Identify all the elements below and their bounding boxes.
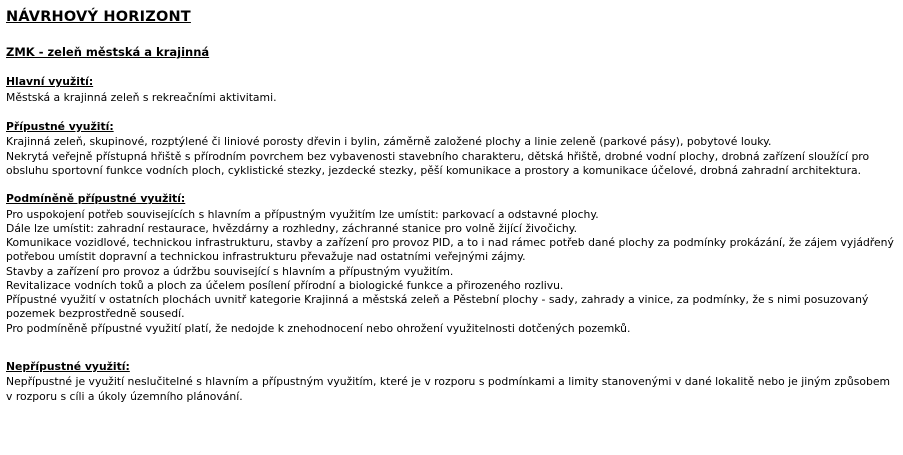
section-hlavni-vyuziti bbox=[6, 75, 897, 105]
paragraph: Pro podmíněně přípustné využití platí, že nedojde k znehodnocení nebo ohrožení využitelnosti dotčených pozemků. bbox=[6, 321, 631, 335]
section-nepripustne-vyuziti bbox=[6, 360, 897, 404]
section-body bbox=[6, 91, 897, 105]
paragraph: Stavby a zařízení pro provoz a údržbu související s hlavním a přípustným využitím. bbox=[6, 264, 454, 278]
paragraph: Krajinná zeleň, skupinové, rozptýlené či liniové porosty dřevin i bylin, záměrně založené plochy a linie zeleně (parkové pásy), pobytové louky. bbox=[6, 135, 772, 149]
paragraph: Nepřípustné je využití neslučitelné s hlavním a přípustným využitím, které je v rozporu s podmínkami a limity stanovenými v dané lokalitě nebo je jiným způsobem v rozporu s cíli a úkoly územního plánování. bbox=[6, 375, 890, 403]
paragraph: Dále lze umístit: zahradní restaurace, hvězdárny a rozhledny, záchranné stanice pro volně žijící živočichy. bbox=[6, 221, 578, 235]
paragraph: Revitalizace vodních toků a ploch za účelem posílení přírodní a biologické funkce a přirozeného rozlivu. bbox=[6, 278, 564, 292]
paragraph: Pro uspokojení potřeb souvisejících s hlavním a přípustným využitím lze umístit: parkovací a odstavné plochy. bbox=[6, 207, 599, 221]
section-body bbox=[6, 375, 897, 404]
paragraph: Městská a krajinná zeleň s rekreačními aktivitami. bbox=[6, 90, 277, 104]
page-title: NÁVRHOVÝ HORIZONT bbox=[6, 9, 191, 25]
paragraph: Nekrytá veřejně přístupná hřiště s přírodním povrchem bez vybavenosti stavebního charakteru, dětská hřiště, drobné vodní plochy, drobná zařízení sloužící pro obsluhu sportovní funkce vodních ploch, cyklistické stezky, jezdecké stezky, pěší komunikace a prostory a komunikace účelové, drobná zahradní architektura. bbox=[6, 149, 870, 177]
section-heading: Hlavní využití: bbox=[6, 75, 94, 89]
section-body bbox=[6, 208, 897, 336]
paragraph: Přípustné využití v ostatních plochách uvnitř kategorie Krajinná a městská zeleň a Pěstební plochy - sady, zahrady a vinice, za podmínky, že s nimi posuzovaný pozemek bezprostředně sousedí. bbox=[6, 293, 869, 321]
section-heading: Nepřípustné využití: bbox=[6, 359, 130, 373]
section-heading: Přípustné využití: bbox=[6, 119, 114, 133]
section-pripustne-vyuziti bbox=[6, 120, 897, 178]
section-heading: Podmíněně přípustné využití: bbox=[6, 192, 186, 206]
section-body bbox=[6, 135, 897, 178]
document-subtitle: ZMK - zeleň městská a krajinná bbox=[6, 45, 210, 60]
section-podminene-pripustne-vyuziti bbox=[6, 192, 897, 336]
paragraph: Komunikace vozidlové, technickou infrastrukturu, stavby a zařízení pro provoz PID, a to i nad rámec potřeb dané plochy za podmínky prokázání, že zájem vyjádřený potřebou umístit dopravní a technickou infrastrukturu převažuje nad ostatními veřejnými zájmy. bbox=[6, 236, 894, 264]
